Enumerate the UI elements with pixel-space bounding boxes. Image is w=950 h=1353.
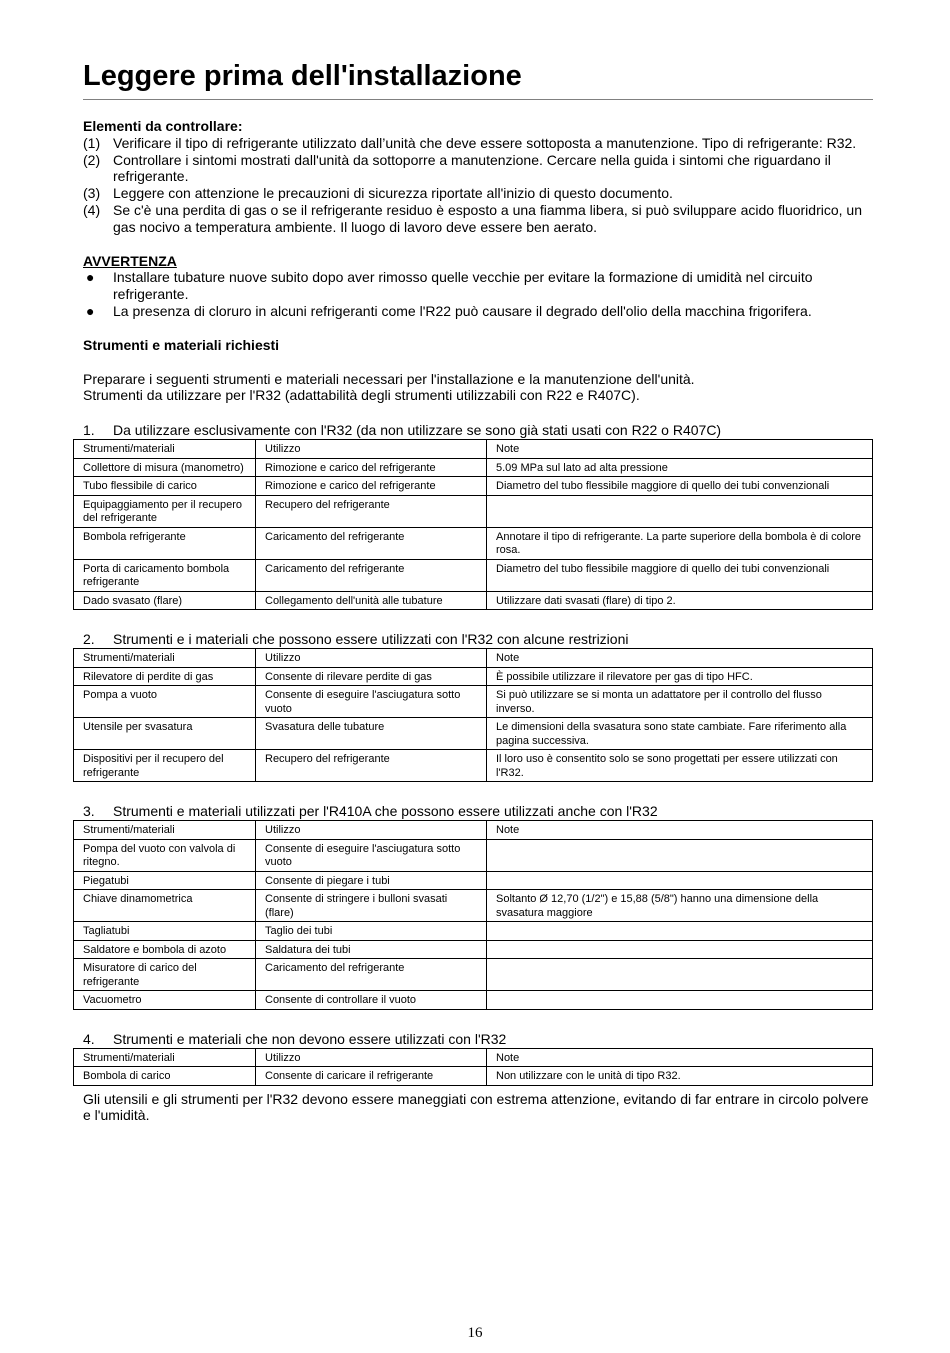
table-header-row: Strumenti/materiali Utilizzo Note <box>74 649 873 668</box>
warning-heading: AVVERTENZA <box>83 252 177 269</box>
title-divider <box>83 99 873 100</box>
closing-note: Gli utensili e gli strumenti per l'R32 devono essere maneggiati con estrema attenzione, evitando di far entrare in circolo polvere e l'umidità. <box>83 1090 869 1124</box>
table-row: Rilevatore di perdite di gas Consente di rilevare perdite di gas È possibile utilizzare il rilevatore per gas di tipo HFC. <box>74 667 873 686</box>
table-row: Dado svasato (flare) Collegamento dell'unità alle tubature Utilizzare dati svasati (flare) di tipo 2. <box>74 591 873 610</box>
table-4-block <box>83 1031 873 1086</box>
table-1-heading: 1. Da utilizzare esclusivamente con l'R32 (da non utilizzare se sono già stati usati con R22 o R407C) <box>83 422 722 439</box>
check-list <box>83 135 873 236</box>
list-item: (4) Se c'è una perdita di gas o se il refrigerante residuo è esposto a una fiamma libera, si può sviluppare acido fluoridrico, un gas nocivo a temperatura ambiente. Il luogo di lavoro deve essere ben aerato. <box>83 201 862 235</box>
table-2-block <box>83 631 873 782</box>
document-page <box>83 56 873 1124</box>
table-3-block <box>83 803 873 1010</box>
table-1 <box>73 439 873 610</box>
table-row: Piegatubi Consente di piegare i tubi <box>74 871 873 890</box>
warning-list <box>83 269 873 319</box>
table-2-heading: 2. Strumenti e i materiali che possono essere utilizzati con l'R32 con alcune restrizioni <box>83 631 629 648</box>
tools-intro-1: Preparare i seguenti strumenti e materiali necessari per l'installazione e la manutenzione dell'unità. <box>83 370 695 387</box>
table-header-row: Strumenti/materiali Utilizzo Note <box>74 440 873 459</box>
table-row: Porta di caricamento bombola refrigerante Caricamento del refrigerante Diametro del tubo flessibile maggiore di quello dei tubi convenzionali <box>74 559 873 591</box>
table-row: Pompa del vuoto con valvola di ritegno. Consente di eseguire l'asciugatura sotto vuoto <box>74 839 873 871</box>
check-heading: Elementi da controllare: <box>83 118 243 134</box>
table-1-block <box>83 422 873 610</box>
table-row: Misuratore di carico del refrigerante Caricamento del refrigerante <box>74 959 873 991</box>
page-title: Leggere prima dell'installazione <box>83 60 522 92</box>
list-item: (2) Controllare i sintomi mostrati dall'unità da sottoporre a manutenzione. Cercare nella guida i sintomi che riguardano il refrigerante. <box>83 151 831 185</box>
table-row: Tagliatubi Taglio dei tubi <box>74 922 873 941</box>
tools-heading: Strumenti e materiali richiesti <box>83 336 280 353</box>
list-item: (3) Leggere con attenzione le precauzioni di sicurezza riportate all'inizio di questo documento. <box>83 185 673 202</box>
table-row: Collettore di misura (manometro) Rimozione e carico del refrigerante 5.09 MPa sul lato ad alta pressione <box>74 458 873 477</box>
bullet-icon: ● <box>86 302 95 319</box>
table-row: Equipaggiamento per il recupero del refrigerante Recupero del refrigerante <box>74 495 873 527</box>
table-row: Chiave dinamometrica Consente di stringere i bulloni svasati (flare) Soltanto Ø 12,70 (1/2") e 15,88 (5/8") hanno una dimensione della svasatura maggiore <box>74 890 873 922</box>
table-4-heading: 4. Strumenti e materiali che non devono essere utilizzati con l'R32 <box>83 1030 507 1047</box>
table-row: Utensile per svasatura Svasatura delle tubature Le dimensioni della svasatura sono state cambiate. Fare riferimento alla pagina successiva. <box>74 718 873 750</box>
bullet-icon: ● <box>86 269 95 286</box>
tools-intro-2: Strumenti da utilizzare per l'R32 (adattabilità degli strumenti utilizzabili con R22 e R407C). <box>83 387 640 404</box>
table-4 <box>73 1048 873 1086</box>
tools-section <box>83 337 873 404</box>
table-row: Pompa a vuoto Consente di eseguire l'asciugatura sotto vuoto Si può utilizzare se si monta un adattatore per il controllo del flusso inverso. <box>74 686 873 718</box>
table-row: Tubo flessibile di carico Rimozione e carico del refrigerante Diametro del tubo flessibile maggiore di quello dei tubi convenzionali <box>74 477 873 496</box>
table-row: Bombola di carico Consente di caricare il refrigerante Non utilizzare con le unità di tipo R32. <box>74 1067 873 1086</box>
list-item: ● Installare tubature nuove subito dopo aver rimosso quelle vecchie per evitare la formazione di umidità nel circuito refrigerante. <box>83 269 873 303</box>
page-number: 16 <box>467 1325 483 1341</box>
table-2 <box>73 648 873 782</box>
list-item: (1) Verificare il tipo di refrigerante utilizzato dall’unità che deve essere sottoposta a manutenzione. Tipo di refrigerante: R32. <box>83 134 857 151</box>
table-row: Bombola refrigerante Caricamento del refrigerante Annotare il tipo di refrigerante. La parte superiore della bombola è di colore rosa. <box>74 527 873 559</box>
table-row: Saldatore e bombola di azoto Saldatura dei tubi <box>74 940 873 959</box>
warning-section <box>83 253 873 320</box>
table-header-row: Strumenti/materiali Utilizzo Note <box>74 821 873 840</box>
table-3-heading: 3. Strumenti e materiali utilizzati per l'R410A che possono essere utilizzati anche con l'R32 <box>83 803 658 820</box>
table-3 <box>73 820 873 1010</box>
check-section <box>83 118 873 236</box>
table-row: Dispositivi per il recupero del refrigerante Recupero del refrigerante Il loro uso è consentito solo se sono progettati per essere utilizzati con l'R32. <box>74 750 873 782</box>
list-item: ● La presenza di cloruro in alcuni refrigeranti come l'R22 può causare il degrado dell'olio della macchina frigorifera. <box>83 303 873 320</box>
table-row: Vacuometro Consente di controllare il vuoto <box>74 991 873 1010</box>
table-header-row: Strumenti/materiali Utilizzo Note <box>74 1048 873 1067</box>
